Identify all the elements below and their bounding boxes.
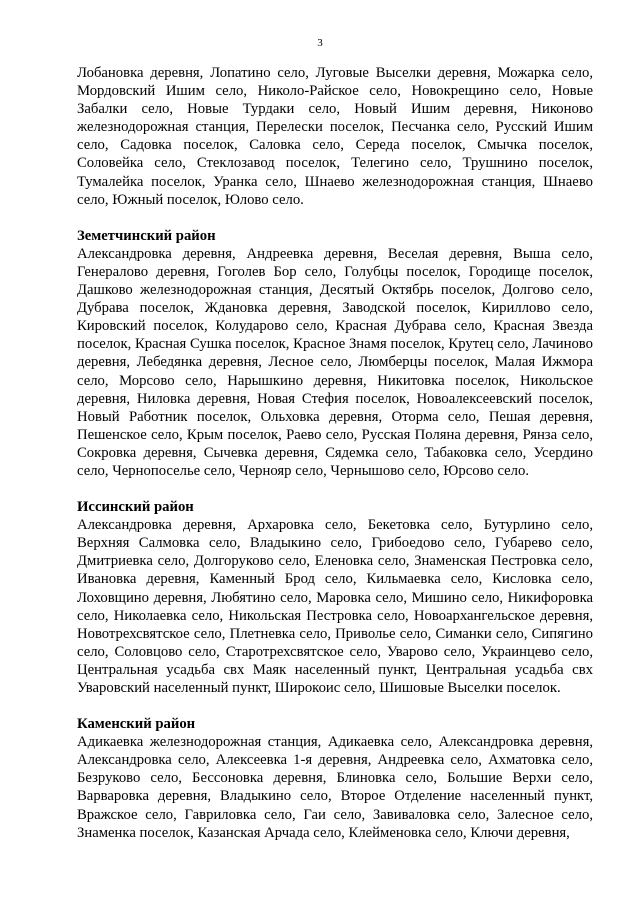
intro-paragraph: Лобановка деревня, Лопатино село, Луговые Выселки деревня, Можарка село, Мордовский Ишим село, Николо-Райское село, Новокрещино село, Новые Забалки село, Новые Турдаки село, Новый Ишим деревня, Никоново железнодорожная станция, Перелески поселок, Песчанка село, Русский Ишим село, Садовка поселок, Саловка село, Середа поселок, Смычка поселок, Соловейка село, Стеклозавод поселок, Телегино село, Трушнино поселок, Тумалейка поселок, Уранка село, Шнаево железнодорожная станция, Шнаево село, Южный поселок, Юлово село. — [77, 65, 593, 208]
section-title-kamensky: Каменский район — [77, 716, 196, 733]
section-spacer — [77, 480, 593, 498]
section-text-kamensky: Адикаевка железнодорожная станция, Адикаевка село, Александровка деревня, Александровка село, Алексеевка 1-я деревня, Андреевка село, Ахматовка село, Безруково село, Бессоновка деревня, Блиновка село, Большие Верхи село, Варваровка деревня, Владыкино село, Второе Отделение населенный пункт, Вражское село, Гавриловка село, Гаи село, Завиваловка село, Залесное село, Знаменка поселок, Казанская Арчада село, Клейменовка село, Ключи деревня, — [77, 734, 593, 841]
section-title-zemetchinsky: Земетчинский район — [77, 227, 216, 244]
page-number: 3 — [317, 37, 323, 49]
section-text-issinsky: Александровка деревня, Архаровка село, Бекетовка село, Бутурлино село, Верхняя Салмовка село, Владыкино село, Грибоедово село, Губарево село, Дмитриевка село, Долгоруково село, Еленовка село, Знаменская Пестровка село, Ивановка деревня, Каменный Брод село, Кильмаевка село, Кисловка село, Лоховщино деревня, Любятино село, Маровка село, Мишино село, Никифоровка село, Николаевка село, Никольская Пестровка село, Новоархангельское деревня, Новотрехсвятское село, Плетневка село, Приволье село, Симанки село, Сипягино село, Соловцово село, Старотрехсвятское село, Уварово село, Украинцево село, Центральная усадьба свх Маяк населенный пункт, Центральная усадьба свх Уваровский населенный пункт, Широкоис село, Шишовые Выселки поселок. — [77, 517, 593, 696]
section-spacer — [77, 209, 593, 227]
section-text-zemetchinsky: Александровка деревня, Андреевка деревня, Веселая деревня, Выша село, Генералово деревня, Гоголев Бор село, Голубцы поселок, Городище поселок, Дашково железнодорожная станция, Десятый Октябрь поселок, Долгово село, Дубрава поселок, Ждановка деревня, Заводской поселок, Кириллово село, Кировский поселок, Колударово село, Красная Дубрава село, Красная Звезда поселок, Красная Сушка поселок, Красное Знамя поселок, Крутец село, Лачиново деревня, Лебедянка деревня, Лесное село, Люмберцы поселок, Малая Ижмора село, Морсово село, Нарышкино деревня, Никитовка поселок, Никольское деревня, Ниловка деревня, Новая Стефия поселок, Новоалексеевский поселок, Новый Работник поселок, Ольховка деревня, Оторма село, Пешая деревня, Пешенское село, Крым поселок, Раево село, Русская Поляна деревня, Рянза село, Сокровка деревня, Сычевка деревня, Сядемка село, Табаковка село, Усердино село, Чернопоселье село, Чернояр село, Чернышово село, Юрсово село. — [77, 245, 593, 479]
document-body — [77, 64, 593, 842]
section-title-issinsky: Иссинский район — [77, 499, 194, 516]
section-spacer — [77, 697, 593, 715]
